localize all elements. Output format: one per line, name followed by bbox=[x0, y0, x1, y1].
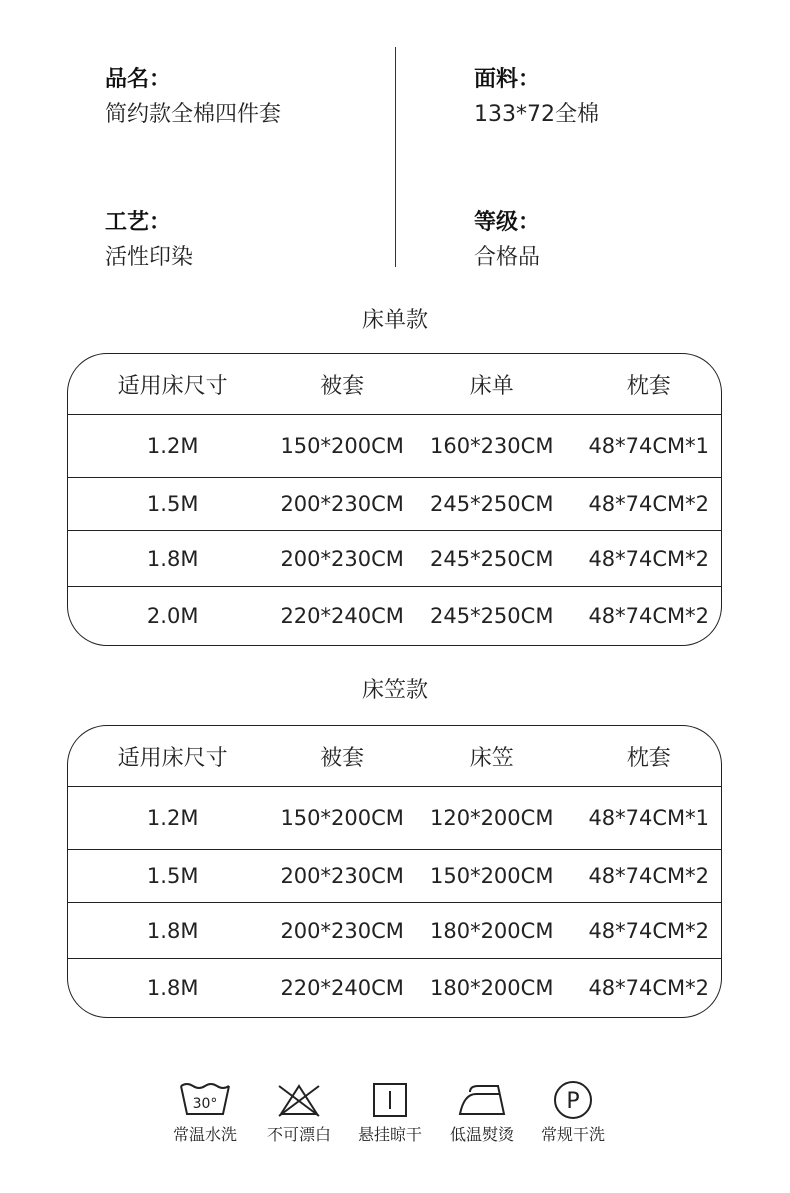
table-cell: 1.2M bbox=[146, 434, 199, 458]
table-row bbox=[68, 530, 721, 586]
care-item-wash bbox=[160, 1080, 250, 1146]
product-name-value: 简约款全棉四件套 bbox=[105, 102, 282, 127]
table-cell: 220*240CM bbox=[280, 604, 404, 628]
table-cell: 180*200CM bbox=[429, 918, 554, 943]
table-cell: 160*230CM bbox=[429, 434, 554, 458]
table-cell: 150*200CM bbox=[280, 806, 404, 830]
table-cell: 48*74CM*1 bbox=[588, 806, 710, 830]
no-bleach-icon bbox=[273, 1080, 325, 1120]
table-row bbox=[68, 477, 721, 530]
care-item-no-bleach bbox=[254, 1080, 344, 1146]
table-cell: 245*250CM bbox=[429, 546, 554, 571]
table-cell: 1.8M bbox=[146, 546, 199, 571]
table-row bbox=[68, 786, 721, 849]
sheet-size-table bbox=[67, 353, 722, 646]
care-item-line-dry bbox=[345, 1080, 435, 1146]
table-cell: 48*74CM*2 bbox=[588, 918, 710, 943]
product-name-label: 品名： bbox=[105, 67, 172, 92]
fitted-table-title: 床笠款 bbox=[361, 678, 428, 703]
header-cell: 被套 bbox=[320, 745, 365, 771]
table-cell: 1.8M bbox=[146, 918, 199, 943]
table-cell: 220*240CM bbox=[280, 976, 404, 1000]
table-row bbox=[68, 586, 721, 645]
header-cell: 枕套 bbox=[626, 745, 671, 771]
table-cell: 180*200CM bbox=[429, 976, 554, 1000]
table-row bbox=[68, 414, 721, 477]
table-header-row bbox=[68, 354, 721, 414]
header-cell: 被套 bbox=[320, 373, 365, 399]
grade-value: 合格品 bbox=[474, 245, 541, 270]
sheet-table-title: 床单款 bbox=[361, 308, 428, 333]
care-item-dry-clean bbox=[528, 1080, 618, 1146]
table-row bbox=[68, 849, 721, 902]
header-cell: 床单 bbox=[469, 373, 514, 399]
grade-block bbox=[474, 209, 540, 273]
table-cell: 48*74CM*2 bbox=[588, 864, 710, 888]
wash-30-icon bbox=[179, 1080, 231, 1120]
info-divider bbox=[395, 47, 396, 267]
care-label: 常温水洗 bbox=[172, 1125, 237, 1144]
table-cell: 2.0M bbox=[146, 604, 199, 628]
table-header-row bbox=[68, 726, 721, 786]
table-cell: 245*250CM bbox=[429, 492, 554, 516]
line-dry-icon bbox=[364, 1080, 416, 1120]
table-cell: 150*200CM bbox=[429, 864, 554, 888]
dry-clean-letter: P bbox=[566, 1089, 580, 1114]
table-cell: 200*230CM bbox=[280, 864, 404, 888]
header-cell: 适用床尺寸 bbox=[117, 745, 228, 771]
table-cell: 1.8M bbox=[146, 976, 199, 1000]
table-cell: 120*200CM bbox=[429, 806, 554, 830]
table-cell: 200*230CM bbox=[280, 546, 404, 571]
fabric-block bbox=[474, 66, 599, 130]
iron-low-icon bbox=[456, 1080, 508, 1120]
care-label: 不可漂白 bbox=[266, 1125, 331, 1144]
table-cell: 1.5M bbox=[146, 864, 199, 888]
care-label: 低温熨烫 bbox=[449, 1125, 514, 1144]
table-cell: 48*74CM*2 bbox=[588, 546, 710, 571]
table-cell: 200*230CM bbox=[280, 918, 404, 943]
grade-label: 等级： bbox=[474, 210, 541, 235]
table-cell: 1.5M bbox=[146, 492, 199, 516]
header-cell: 床笠 bbox=[469, 745, 514, 771]
product-name-block bbox=[105, 66, 281, 130]
table-row bbox=[68, 902, 721, 958]
table-cell: 48*74CM*2 bbox=[588, 976, 710, 1000]
care-item-iron bbox=[437, 1080, 527, 1146]
craft-block bbox=[105, 209, 193, 273]
header-cell: 枕套 bbox=[626, 373, 671, 399]
table-cell: 48*74CM*1 bbox=[588, 434, 710, 458]
wash-temp-text: 30° bbox=[192, 1096, 218, 1112]
fabric-label: 面料： bbox=[474, 67, 541, 92]
care-label: 悬挂晾干 bbox=[357, 1125, 422, 1144]
table-cell: 200*230CM bbox=[280, 492, 404, 516]
header-cell: 适用床尺寸 bbox=[117, 373, 228, 399]
care-instructions bbox=[0, 1080, 790, 1160]
fabric-value: 133*72全棉 bbox=[474, 102, 599, 127]
table-row bbox=[68, 958, 721, 1017]
table-cell: 48*74CM*2 bbox=[588, 604, 710, 628]
table-cell: 245*250CM bbox=[429, 604, 554, 628]
table-cell: 48*74CM*2 bbox=[588, 492, 710, 516]
craft-label: 工艺： bbox=[105, 210, 172, 235]
fitted-size-table bbox=[67, 725, 722, 1018]
care-label: 常规干洗 bbox=[540, 1125, 605, 1144]
table-cell: 1.2M bbox=[146, 806, 199, 830]
dry-clean-p-icon bbox=[547, 1080, 599, 1120]
craft-value: 活性印染 bbox=[105, 245, 194, 270]
table-cell: 150*200CM bbox=[280, 434, 404, 458]
